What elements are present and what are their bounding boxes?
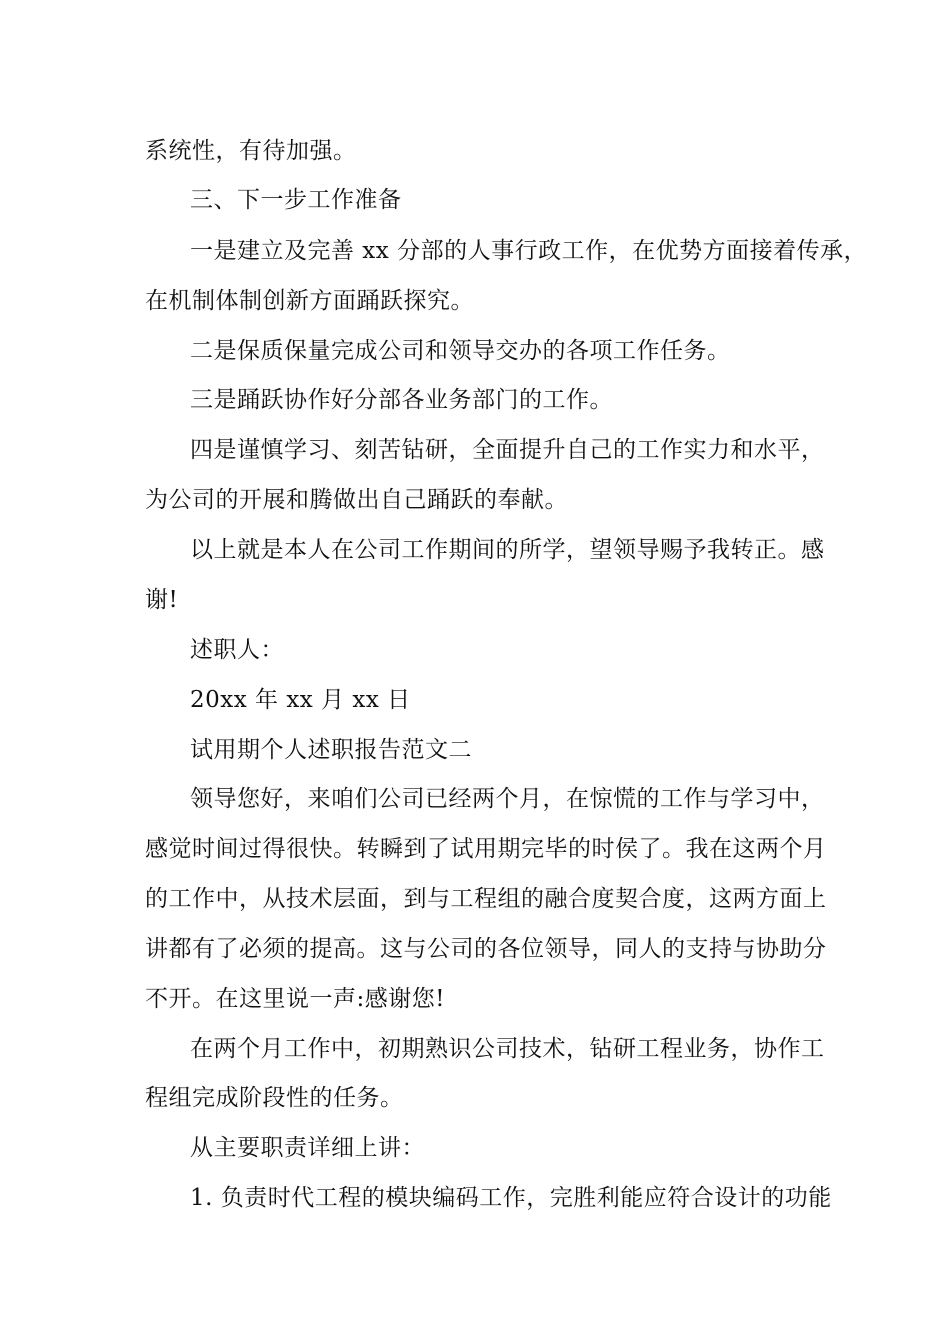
text-line: 程组完成阶段性的任务。 (145, 1085, 404, 1111)
list-item: 1. 负责时代工程的模块编码工作，完胜利能应符合设计的功能 (190, 1185, 832, 1211)
text-line: 不开。在这里说一声:感谢您! (145, 986, 445, 1012)
text-line: 谢! (145, 587, 179, 613)
text-line: 讲都有了必须的提高。这与公司的各位领导，同人的支持与协助分 (145, 936, 827, 962)
text-line: 从主要职责详细上讲： (190, 1135, 425, 1161)
date-line: 20xx 年 xx 月 xx 日 (190, 687, 411, 713)
text-line: 以上就是本人在公司工作期间的所学，望领导赐予我转正。感 (190, 537, 825, 563)
text-line: 四是谨慎学习、刻苦钻研，全面提升自己的工作实力和水平， (190, 437, 825, 463)
text-line: 系统性，有待加强。 (145, 138, 357, 164)
text-line: 在机制体制创新方面踊跃探究。 (145, 288, 474, 314)
text-line: 的工作中，从技术层面，到与工程组的融合度契合度，这两方面上 (145, 886, 827, 912)
text-line: 感觉时间过得很快。转瞬到了试用期完毕的时侯了。我在这两个月 (145, 836, 827, 862)
text-line: 领导您好，来咱们公司已经两个月，在惊慌的工作与学习中， (190, 786, 825, 812)
section-title: 试用期个人述职报告范文二 (190, 737, 472, 763)
text-line: 三是踊跃协作好分部各业务部门的工作。 (190, 387, 613, 413)
text-line: 为公司的开展和腾做出自己踊跃的奉献。 (145, 487, 568, 513)
signature-label: 述职人： (190, 637, 284, 663)
text-line: 在两个月工作中，初期熟识公司技术，钻研工程业务，协作工 (190, 1036, 825, 1062)
text-line: 一是建立及完善 xx 分部的人事行政工作，在优势方面接着传承， (190, 238, 868, 264)
text-line: 二是保质保量完成公司和领导交办的各项工作任务。 (190, 338, 731, 364)
section-heading: 三、下一步工作准备 (190, 187, 402, 213)
